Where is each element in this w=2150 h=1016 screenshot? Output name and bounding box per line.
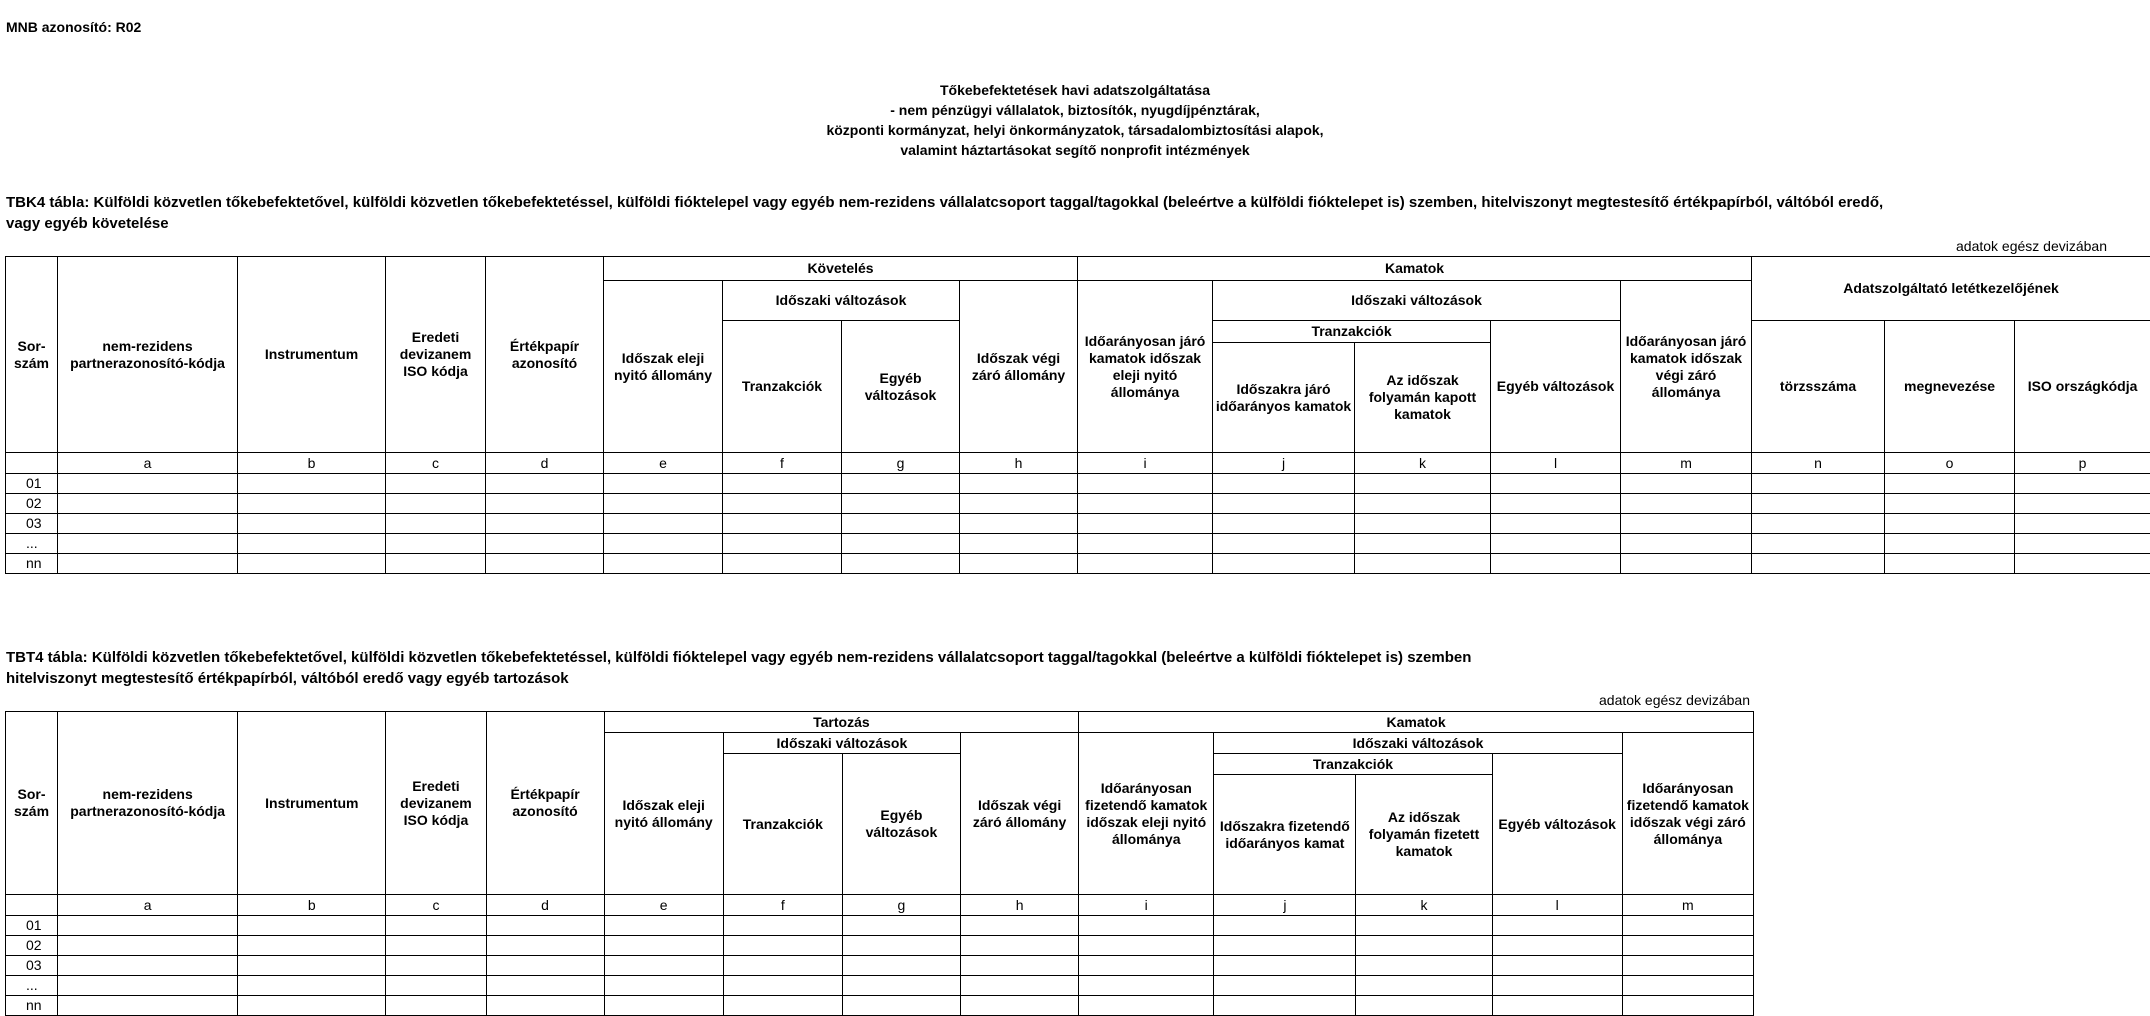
data-cell[interactable] xyxy=(386,474,486,494)
header-interest-period-changes: Időszaki változások xyxy=(1213,281,1621,321)
letter-cell: c xyxy=(386,453,486,474)
data-cell[interactable] xyxy=(842,474,960,494)
data-cell[interactable] xyxy=(2015,534,2150,554)
data-cell[interactable] xyxy=(58,514,238,534)
data-cell[interactable] xyxy=(486,494,604,514)
data-cell[interactable] xyxy=(723,916,842,936)
header-opening-stock: Időszak eleji nyitó állomány xyxy=(604,281,723,453)
data-cell[interactable] xyxy=(486,534,604,554)
data-cell[interactable] xyxy=(386,534,486,554)
data-cell[interactable] xyxy=(604,956,723,976)
letter-cell: j xyxy=(1214,895,1356,916)
data-cell[interactable] xyxy=(1079,916,1214,936)
data-cell[interactable] xyxy=(604,514,723,534)
data-cell[interactable] xyxy=(1885,494,2015,514)
data-cell[interactable] xyxy=(960,514,1078,534)
row-number: 01 xyxy=(6,474,58,494)
title-line: - nem pénzügyi vállalatok, biztosítók, nyugdíjpénztárak, xyxy=(0,100,2150,120)
data-cell[interactable] xyxy=(486,976,604,996)
data-cell[interactable] xyxy=(1078,554,1213,574)
header-paid-interest: Az időszak folyamán fizetett kamatok xyxy=(1356,775,1492,895)
header-transactions: Tranzakciók xyxy=(723,321,842,453)
letter-cell: f xyxy=(723,453,842,474)
table-row xyxy=(6,916,1754,936)
data-cell[interactable] xyxy=(1078,494,1213,514)
data-cell[interactable] xyxy=(960,534,1078,554)
header-interest: Kamatok xyxy=(1079,712,1754,733)
data-cell[interactable] xyxy=(1214,976,1356,996)
header-instrument: Instrumentum xyxy=(238,257,386,453)
data-cell[interactable] xyxy=(486,936,604,956)
header-claim: Követelés xyxy=(604,257,1078,281)
title-line: valamint háztartásokat segítő nonprofit intézmények xyxy=(0,140,2150,160)
data-cell[interactable] xyxy=(58,936,238,956)
data-cell[interactable] xyxy=(1078,514,1213,534)
data-cell[interactable] xyxy=(1752,534,1885,554)
data-cell[interactable] xyxy=(1752,514,1885,534)
data-cell[interactable] xyxy=(604,936,723,956)
header-liability: Tartozás xyxy=(604,712,1079,733)
header-accrued-interest: Időszakra járó időarányos kamatok xyxy=(1213,343,1355,453)
data-cell[interactable] xyxy=(1491,474,1621,494)
data-cell[interactable] xyxy=(238,514,386,534)
data-cell[interactable] xyxy=(604,494,723,514)
data-cell[interactable] xyxy=(1885,534,2015,554)
data-cell[interactable] xyxy=(2015,494,2150,514)
data-cell[interactable] xyxy=(238,956,386,976)
data-cell[interactable] xyxy=(1355,474,1491,494)
letter-cell: p xyxy=(2015,453,2150,474)
header-interest-transactions: Tranzakciók xyxy=(1214,754,1492,775)
tbt4-caption xyxy=(6,647,2136,689)
data-cell[interactable] xyxy=(842,514,960,534)
tbt4-unit-note: adatok egész devizában xyxy=(1500,692,1750,708)
header-sorszam: Sor-szám xyxy=(6,257,58,453)
tbk4-caption xyxy=(6,192,2136,234)
header-interest-closing: Időarányosan járó kamatok időszak végi záró állománya xyxy=(1621,281,1752,453)
data-cell[interactable] xyxy=(58,996,238,1016)
data-cell[interactable] xyxy=(723,976,842,996)
header-other-changes: Egyéb változások xyxy=(842,321,960,453)
row-number: ... xyxy=(6,534,58,554)
data-cell[interactable] xyxy=(1213,474,1355,494)
data-cell[interactable] xyxy=(1622,936,1753,956)
data-cell[interactable] xyxy=(723,956,842,976)
header-custodian: Adatszolgáltató letétkezelőjének xyxy=(1752,257,2150,321)
data-cell[interactable] xyxy=(842,956,960,976)
row-number: 02 xyxy=(6,494,58,514)
header-closing-stock: Időszak végi záró állomány xyxy=(961,733,1079,895)
letter-cell: b xyxy=(238,453,386,474)
data-cell[interactable] xyxy=(1078,474,1213,494)
data-cell[interactable] xyxy=(842,996,960,1016)
data-cell[interactable] xyxy=(1492,916,1622,936)
table-row xyxy=(6,514,2150,534)
header-partner-code: nem-rezidens partnerazonosító-kódja xyxy=(58,257,238,453)
letter-cell: a xyxy=(58,453,238,474)
data-cell[interactable] xyxy=(1491,494,1621,514)
letter-cell: g xyxy=(842,895,960,916)
letter-cell: h xyxy=(961,895,1079,916)
data-cell[interactable] xyxy=(486,474,604,494)
data-cell[interactable] xyxy=(1355,534,1491,554)
header-period-changes: Időszaki változások xyxy=(723,733,960,754)
row-number: ... xyxy=(6,976,58,996)
data-cell[interactable] xyxy=(1355,494,1491,514)
data-cell[interactable] xyxy=(1214,956,1356,976)
data-cell[interactable] xyxy=(2015,554,2150,574)
header-interest-period-changes: Időszaki változások xyxy=(1214,733,1622,754)
data-cell[interactable] xyxy=(604,996,723,1016)
table-row xyxy=(6,474,2150,494)
data-cell[interactable] xyxy=(1885,554,2015,574)
header-other-changes: Egyéb változások xyxy=(842,754,960,895)
data-cell[interactable] xyxy=(1078,534,1213,554)
data-cell[interactable] xyxy=(961,976,1079,996)
tbk4-unit-note: adatok egész devizában xyxy=(1800,238,2107,254)
data-cell[interactable] xyxy=(486,996,604,1016)
data-cell[interactable] xyxy=(1356,936,1492,956)
letter-cell: i xyxy=(1079,895,1214,916)
data-cell[interactable] xyxy=(842,936,960,956)
data-cell[interactable] xyxy=(1492,976,1622,996)
data-cell[interactable] xyxy=(961,916,1079,936)
data-cell[interactable] xyxy=(2015,514,2150,534)
data-cell[interactable] xyxy=(723,474,842,494)
data-cell[interactable] xyxy=(1356,956,1492,976)
letter-cell: e xyxy=(604,453,723,474)
data-cell[interactable] xyxy=(1491,534,1621,554)
tbk4-caption-line: TBK4 tábla: Külföldi közvetlen tőkebefektetővel, külföldi közvetlen tőkebefektetéssel, külföldi fióktelepel vagy egyéb nem-rezidens vállalatcsoport taggal/tagokkal (beleértve a külföldi fióktelepet is) szemben, hitelviszonyt megtestesítő értékpapírból, váltóból eredő, xyxy=(6,192,2136,213)
mnb-identifier: MNB azonosító: R02 xyxy=(6,19,141,35)
data-cell[interactable] xyxy=(723,514,842,534)
data-cell[interactable] xyxy=(1214,936,1356,956)
letter-cell: b xyxy=(238,895,386,916)
data-cell[interactable] xyxy=(486,554,604,574)
header-interest: Kamatok xyxy=(1078,257,1752,281)
data-cell[interactable] xyxy=(1355,514,1491,534)
tbk4-caption-line: vagy egyéb követelése xyxy=(6,213,2136,234)
table-row xyxy=(6,996,1754,1016)
data-cell[interactable] xyxy=(961,936,1079,956)
data-cell[interactable] xyxy=(1079,956,1214,976)
header-interest-opening: Időarányosan fizetendő kamatok időszak eleji nyitó állománya xyxy=(1079,733,1214,895)
data-cell[interactable] xyxy=(386,996,486,1016)
data-cell[interactable] xyxy=(238,976,386,996)
data-cell[interactable] xyxy=(238,936,386,956)
data-cell[interactable] xyxy=(1356,976,1492,996)
header-transactions: Tranzakciók xyxy=(723,754,842,895)
letter-cell: g xyxy=(842,453,960,474)
letter-cell: k xyxy=(1355,453,1491,474)
tbt4-table xyxy=(5,711,1754,1016)
letter-cell: f xyxy=(723,895,842,916)
table-row xyxy=(6,936,1754,956)
data-cell[interactable] xyxy=(604,534,723,554)
data-cell[interactable] xyxy=(1492,936,1622,956)
letter-cell: l xyxy=(1492,895,1622,916)
header-currency: Eredeti devizanem ISO kódja xyxy=(386,257,486,453)
data-cell[interactable] xyxy=(1213,494,1355,514)
data-cell[interactable] xyxy=(2015,474,2150,494)
data-cell[interactable] xyxy=(604,554,723,574)
data-cell[interactable] xyxy=(1752,494,1885,514)
page-title xyxy=(0,80,2150,160)
letter-cell: a xyxy=(58,895,238,916)
table-row xyxy=(6,956,1754,976)
data-cell[interactable] xyxy=(58,534,238,554)
header-opening-stock: Időszak eleji nyitó állomány xyxy=(604,733,723,895)
data-cell[interactable] xyxy=(723,936,842,956)
letter-cell: n xyxy=(1752,453,1885,474)
data-cell[interactable] xyxy=(1752,554,1885,574)
data-cell[interactable] xyxy=(58,916,238,936)
data-cell[interactable] xyxy=(723,996,842,1016)
letter-cell xyxy=(6,895,58,916)
table-row xyxy=(6,534,2150,554)
data-cell[interactable] xyxy=(238,494,386,514)
data-cell[interactable] xyxy=(1214,996,1356,1016)
data-cell[interactable] xyxy=(1752,474,1885,494)
header-interest-other-changes: Egyéb változások xyxy=(1492,754,1622,895)
data-cell[interactable] xyxy=(386,494,486,514)
title-line: központi kormányzat, helyi önkormányzatok, társadalombiztosítási alapok, xyxy=(0,120,2150,140)
tbt4-caption-line: TBT4 tábla: Külföldi közvetlen tőkebefektetővel, külföldi közvetlen tőkebefektetéssel, külföldi fióktelepel vagy egyéb nem-rezidens vállalatcsoport taggal/tagokkal (beleértve a külföldi fióktelepet is) szemben xyxy=(6,647,2136,668)
data-cell[interactable] xyxy=(1492,956,1622,976)
data-cell[interactable] xyxy=(960,494,1078,514)
data-cell[interactable] xyxy=(1356,996,1492,1016)
data-cell[interactable] xyxy=(961,996,1079,1016)
header-sorszam: Sor-szám xyxy=(6,712,58,895)
header-interest-transactions: Tranzakciók xyxy=(1213,321,1491,343)
data-cell[interactable] xyxy=(842,494,960,514)
data-cell[interactable] xyxy=(1491,554,1621,574)
data-cell[interactable] xyxy=(58,956,238,976)
data-cell[interactable] xyxy=(1355,554,1491,574)
data-cell[interactable] xyxy=(1622,956,1753,976)
letter-cell: c xyxy=(386,895,486,916)
data-cell[interactable] xyxy=(386,916,486,936)
data-cell[interactable] xyxy=(1213,534,1355,554)
data-cell[interactable] xyxy=(1356,916,1492,936)
header-interest-closing: Időarányosan fizetendő kamatok időszak végi záró állománya xyxy=(1622,733,1753,895)
data-cell[interactable] xyxy=(960,554,1078,574)
table-row xyxy=(6,494,2150,514)
data-cell[interactable] xyxy=(1622,996,1753,1016)
data-cell[interactable] xyxy=(386,554,486,574)
data-cell[interactable] xyxy=(1079,936,1214,956)
data-cell[interactable] xyxy=(386,514,486,534)
data-cell[interactable] xyxy=(1621,534,1752,554)
data-cell[interactable] xyxy=(960,474,1078,494)
data-cell[interactable] xyxy=(238,474,386,494)
data-cell[interactable] xyxy=(486,916,604,936)
header-interest-other-changes: Egyéb változások xyxy=(1491,321,1621,453)
row-number: nn xyxy=(6,554,58,574)
data-cell[interactable] xyxy=(1621,494,1752,514)
data-cell[interactable] xyxy=(1213,554,1355,574)
data-cell[interactable] xyxy=(1492,996,1622,1016)
letter-cell: j xyxy=(1213,453,1355,474)
tbt4-caption-line: hitelviszonyt megtestesítő értékpapírból, váltóból eredő vagy egyéb tartozások xyxy=(6,668,2136,689)
data-cell[interactable] xyxy=(1491,514,1621,534)
data-cell[interactable] xyxy=(1621,554,1752,574)
letter-cell: k xyxy=(1356,895,1492,916)
row-number: 03 xyxy=(6,956,58,976)
data-cell[interactable] xyxy=(1621,514,1752,534)
data-cell[interactable] xyxy=(723,554,842,574)
data-cell[interactable] xyxy=(842,554,960,574)
header-interest-opening: Időarányosan járó kamatok időszak eleji nyitó állománya xyxy=(1078,281,1213,453)
data-cell[interactable] xyxy=(1622,916,1753,936)
header-registry-number: törzsszáma xyxy=(1752,321,1885,453)
data-cell[interactable] xyxy=(604,976,723,996)
data-cell[interactable] xyxy=(486,956,604,976)
letter-cell: d xyxy=(486,453,604,474)
header-received-interest: Az időszak folyamán kapott kamatok xyxy=(1355,343,1491,453)
data-cell[interactable] xyxy=(386,956,486,976)
data-cell[interactable] xyxy=(723,534,842,554)
data-cell[interactable] xyxy=(1622,976,1753,996)
data-cell[interactable] xyxy=(386,936,486,956)
data-cell[interactable] xyxy=(723,494,842,514)
data-cell[interactable] xyxy=(58,554,238,574)
header-period-changes: Időszaki változások xyxy=(723,281,960,321)
data-cell[interactable] xyxy=(961,956,1079,976)
tbk4-table xyxy=(5,256,2150,574)
title-line: Tőkebefektetések havi adatszolgáltatása xyxy=(0,80,2150,100)
data-cell[interactable] xyxy=(386,976,486,996)
letter-cell: m xyxy=(1622,895,1753,916)
header-security-id: Értékpapír azonosító xyxy=(486,257,604,453)
row-number: 01 xyxy=(6,916,58,936)
header-currency: Eredeti devizanem ISO kódja xyxy=(386,712,486,895)
data-cell[interactable] xyxy=(1885,514,2015,534)
row-number: 02 xyxy=(6,936,58,956)
header-partner-code: nem-rezidens partnerazonosító-kódja xyxy=(58,712,238,895)
header-payable-interest: Időszakra fizetendő időarányos kamat xyxy=(1214,775,1356,895)
header-security-id: Értékpapír azonosító xyxy=(486,712,604,895)
letter-cell: l xyxy=(1491,453,1621,474)
letter-cell xyxy=(6,453,58,474)
letter-cell: o xyxy=(1885,453,2015,474)
data-cell[interactable] xyxy=(604,474,723,494)
letter-cell: m xyxy=(1621,453,1752,474)
table-row xyxy=(6,554,2150,574)
data-cell[interactable] xyxy=(604,916,723,936)
header-country-code: ISO országkódja xyxy=(2015,321,2150,453)
data-cell[interactable] xyxy=(58,976,238,996)
data-cell[interactable] xyxy=(1079,996,1214,1016)
data-cell[interactable] xyxy=(1885,474,2015,494)
header-custodian-name: megnevezése xyxy=(1885,321,2015,453)
data-cell[interactable] xyxy=(1621,474,1752,494)
letter-cell: d xyxy=(486,895,604,916)
data-cell[interactable] xyxy=(1079,976,1214,996)
data-cell[interactable] xyxy=(58,494,238,514)
data-cell[interactable] xyxy=(238,996,386,1016)
data-cell[interactable] xyxy=(486,514,604,534)
data-cell[interactable] xyxy=(1214,916,1356,936)
row-number: nn xyxy=(6,996,58,1016)
data-cell[interactable] xyxy=(842,916,960,936)
data-cell[interactable] xyxy=(238,534,386,554)
data-cell[interactable] xyxy=(1213,514,1355,534)
letter-cell: h xyxy=(960,453,1078,474)
data-cell[interactable] xyxy=(238,554,386,574)
letter-cell: i xyxy=(1078,453,1213,474)
header-closing-stock: Időszak végi záró állomány xyxy=(960,281,1078,453)
data-cell[interactable] xyxy=(842,534,960,554)
data-cell[interactable] xyxy=(842,976,960,996)
header-instrument: Instrumentum xyxy=(238,712,386,895)
letter-cell: e xyxy=(604,895,723,916)
row-number: 03 xyxy=(6,514,58,534)
data-cell[interactable] xyxy=(238,916,386,936)
data-cell[interactable] xyxy=(58,474,238,494)
table-row xyxy=(6,976,1754,996)
